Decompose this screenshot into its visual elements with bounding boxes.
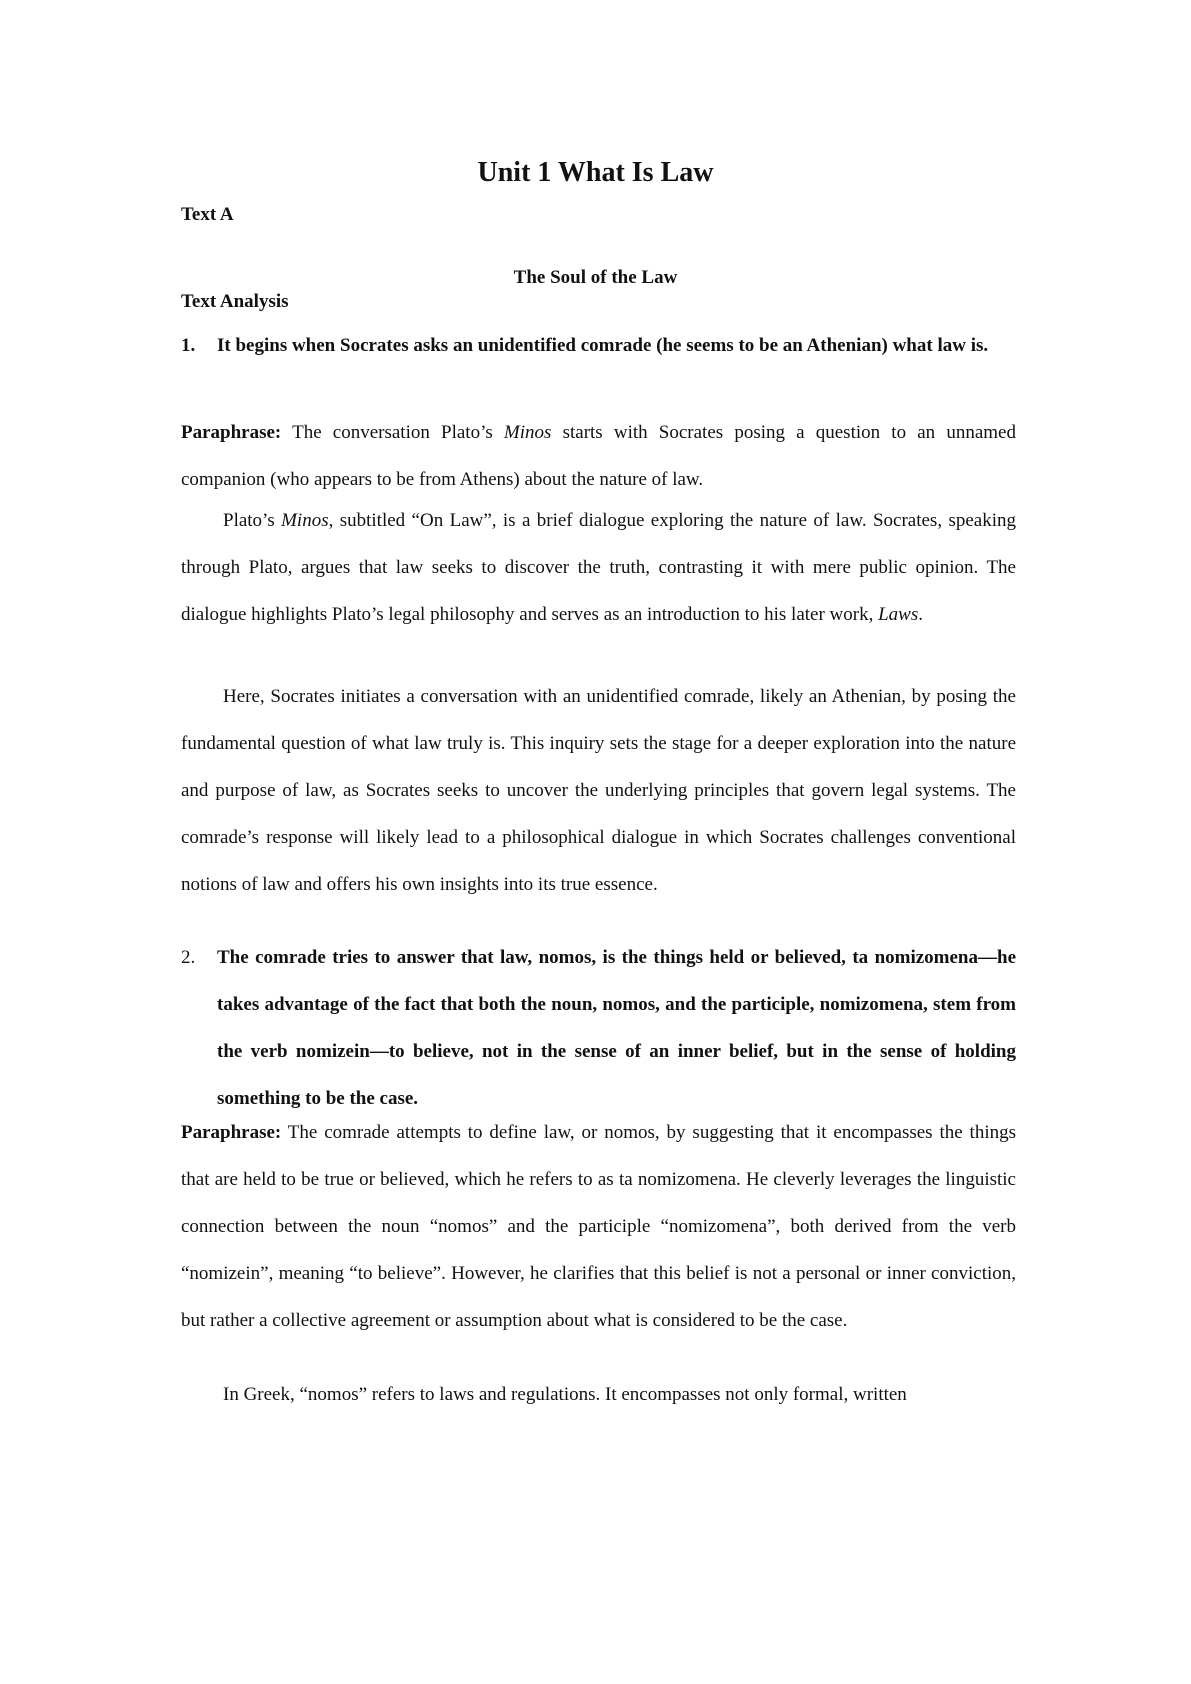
item-number: 1. xyxy=(181,335,196,356)
paraphrase-text: starts with Socrates posing a question to an unnamed companion (who appears to be from Athens) about the nature of law. xyxy=(181,422,1016,490)
item-number: 2. xyxy=(181,947,196,968)
paraphrase-text: The comrade attempts to define law, or nomos, by suggesting that it encompasses the things that are held to be true or believed, which he refers to as ta nomizomena. He cleverly leverages the linguistic connection between the noun “nomos” and the participle “nomizomena”, both derived from the verb “nomizein”, meaning “to believe”. However, he clarifies that this belief is not a personal or inner conviction, but rather a collective agreement or assumption about what is considered to be the case. xyxy=(181,1122,1016,1331)
work-title: Minos xyxy=(503,422,552,443)
body-paragraph xyxy=(181,497,1016,638)
work-title: Laws xyxy=(878,604,919,625)
section-label: Text Analysis xyxy=(181,291,289,312)
paraphrase-paragraph xyxy=(181,1109,1016,1344)
work-title: Minos xyxy=(281,510,329,531)
paraphrase-paragraph xyxy=(181,409,1016,503)
paragraph-text: . xyxy=(918,604,923,625)
body-paragraph: In Greek, “nomos” refers to laws and regulations. It encompasses not only formal, written xyxy=(223,1384,907,1405)
body-paragraph: Here, Socrates initiates a conversation with an unidentified comrade, likely an Athenian, by posing the fundamental question of what law truly is. This inquiry sets the stage for a deeper exploration into the nature and purpose of law, as Socrates seeks to uncover the underlying principles that govern legal systems. The comrade’s response will likely lead to a philosophical dialogue in which Socrates challenges conventional notions of law and offers his own insights into its true essence. xyxy=(181,686,1016,895)
paraphrase-text: The conversation Plato’s xyxy=(281,422,504,443)
unit-title: Unit 1 What Is Law xyxy=(477,157,714,188)
paraphrase-label: Paraphrase: xyxy=(181,422,282,443)
text-title: The Soul of the Law xyxy=(513,267,678,288)
paragraph-text: , subtitled “On Law”, is a brief dialogue exploring the nature of law. Socrates, speaking through Plato, argues that law seeks to discover the truth, contrasting it with mere public opinion. The dialogue highlights Plato’s legal philosophy and serves as an introduction to his later work, xyxy=(181,510,1016,625)
item-question: The comrade tries to answer that law, nomos, is the things held or believed, ta nomizomena—he takes advantage of the fact that both the noun, nomos, and the participle, nomizomena, stem from the verb nomizein—to believe, not in the sense of an inner belief, but in the sense of holding something to be the case. xyxy=(217,947,1016,1109)
analysis-item-1 xyxy=(181,322,1016,369)
analysis-item-2 xyxy=(181,934,1016,1122)
text-label: Text A xyxy=(181,204,234,225)
item-question: It begins when Socrates asks an unidentified comrade (he seems to be an Athenian) what law is. xyxy=(217,335,989,356)
paragraph-text: Plato’s xyxy=(223,510,282,531)
paraphrase-label: Paraphrase: xyxy=(181,1122,282,1143)
